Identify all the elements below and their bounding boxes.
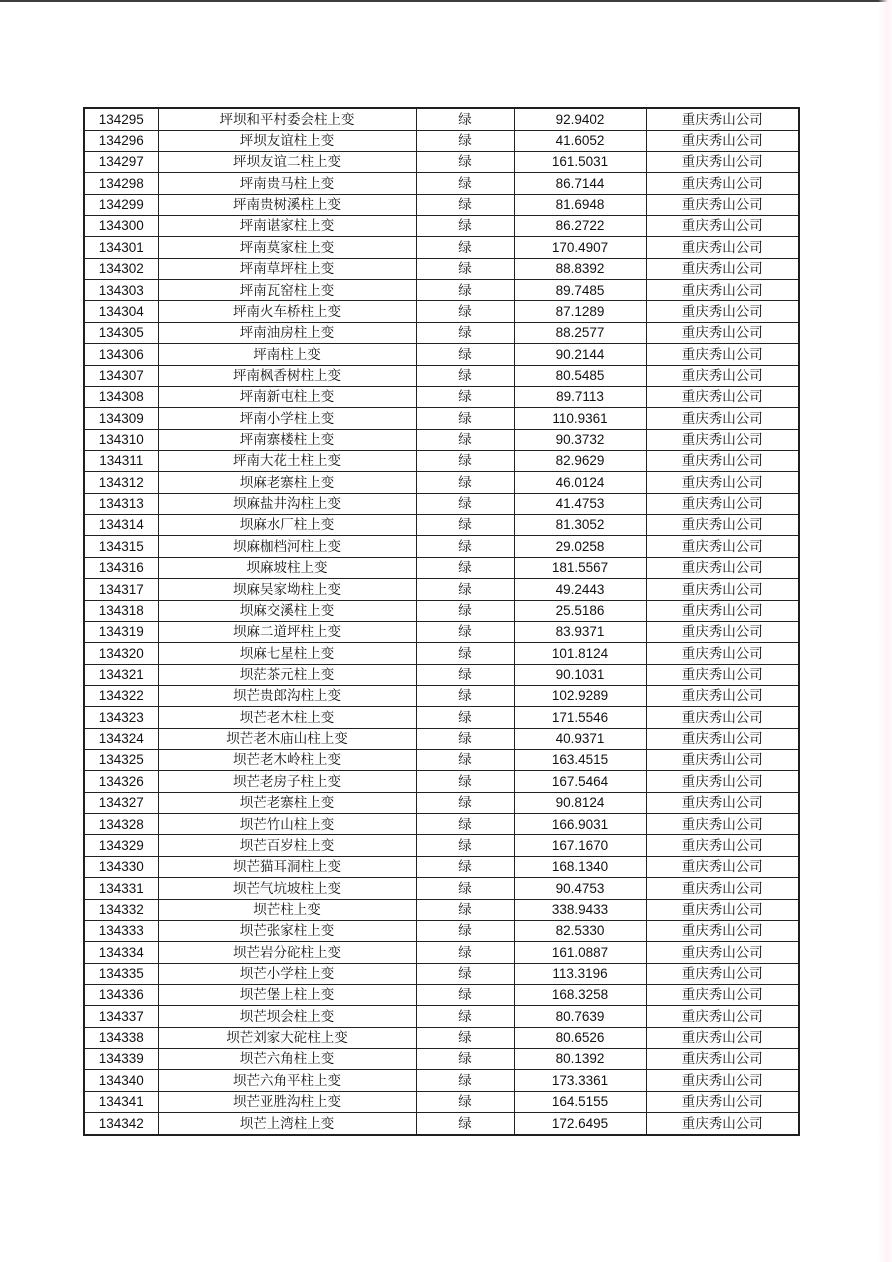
row-status-cell: 绿 — [416, 685, 514, 706]
page-right-edge — [878, 0, 892, 1262]
row-value-cell: 171.5546 — [514, 707, 646, 728]
row-company-cell: 重庆秀山公司 — [646, 643, 799, 664]
row-value-cell: 90.1031 — [514, 664, 646, 685]
row-status-cell: 绿 — [416, 1091, 514, 1112]
row-value-cell: 89.7485 — [514, 280, 646, 301]
row-value-cell: 167.1670 — [514, 835, 646, 856]
table-row — [84, 984, 799, 1005]
table-row — [84, 472, 799, 493]
row-name-cell: 坪南枫香树柱上变 — [158, 365, 416, 386]
table-row — [84, 216, 799, 237]
row-id-cell: 134332 — [84, 899, 158, 920]
row-value-cell: 92.9402 — [514, 108, 646, 130]
row-company-cell: 重庆秀山公司 — [646, 557, 799, 578]
row-value-cell: 40.9371 — [514, 728, 646, 749]
row-value-cell: 41.6052 — [514, 130, 646, 151]
row-value-cell: 90.2144 — [514, 344, 646, 365]
row-value-cell: 41.4753 — [514, 493, 646, 514]
row-company-cell: 重庆秀山公司 — [646, 920, 799, 941]
table-row — [84, 108, 799, 130]
row-value-cell: 80.5485 — [514, 365, 646, 386]
row-id-cell: 134305 — [84, 322, 158, 343]
row-value-cell: 90.4753 — [514, 878, 646, 899]
row-company-cell: 重庆秀山公司 — [646, 728, 799, 749]
row-name-cell: 坪南柱上变 — [158, 344, 416, 365]
row-id-cell: 134342 — [84, 1113, 158, 1135]
table-row — [84, 1049, 799, 1070]
row-status-cell: 绿 — [416, 920, 514, 941]
row-value-cell: 86.7144 — [514, 173, 646, 194]
row-name-cell: 坝芒竹山柱上变 — [158, 814, 416, 835]
row-id-cell: 134325 — [84, 750, 158, 771]
row-company-cell: 重庆秀山公司 — [646, 130, 799, 151]
row-company-cell: 重庆秀山公司 — [646, 963, 799, 984]
row-company-cell: 重庆秀山公司 — [646, 600, 799, 621]
row-id-cell: 134320 — [84, 643, 158, 664]
row-company-cell: 重庆秀山公司 — [646, 1091, 799, 1112]
row-name-cell: 坝麻老寨柱上变 — [158, 472, 416, 493]
row-name-cell: 坝芒张家柱上变 — [158, 920, 416, 941]
row-value-cell: 25.5186 — [514, 600, 646, 621]
row-name-cell: 坝芒气坑坡柱上变 — [158, 878, 416, 899]
row-name-cell: 坝芒六角柱上变 — [158, 1049, 416, 1070]
table-row — [84, 814, 799, 835]
table-row — [84, 301, 799, 322]
row-company-cell: 重庆秀山公司 — [646, 856, 799, 877]
transformer-table — [83, 107, 800, 1136]
row-name-cell: 坪南贵树溪柱上变 — [158, 194, 416, 215]
row-status-cell: 绿 — [416, 536, 514, 557]
table-row — [84, 792, 799, 813]
row-status-cell: 绿 — [416, 835, 514, 856]
row-company-cell: 重庆秀山公司 — [646, 878, 799, 899]
row-value-cell: 29.0258 — [514, 536, 646, 557]
row-company-cell: 重庆秀山公司 — [646, 771, 799, 792]
row-status-cell: 绿 — [416, 130, 514, 151]
table-row — [84, 450, 799, 471]
row-id-cell: 134317 — [84, 579, 158, 600]
row-company-cell: 重庆秀山公司 — [646, 194, 799, 215]
row-company-cell: 重庆秀山公司 — [646, 1113, 799, 1135]
row-id-cell: 134295 — [84, 108, 158, 130]
row-status-cell: 绿 — [416, 280, 514, 301]
row-id-cell: 134321 — [84, 664, 158, 685]
row-name-cell: 坪南油房柱上变 — [158, 322, 416, 343]
row-value-cell: 161.0887 — [514, 942, 646, 963]
row-value-cell: 167.5464 — [514, 771, 646, 792]
row-name-cell: 坝芒上湾柱上变 — [158, 1113, 416, 1135]
row-name-cell: 坝芒老木柱上变 — [158, 707, 416, 728]
row-status-cell: 绿 — [416, 493, 514, 514]
row-name-cell: 坪南莫家柱上变 — [158, 237, 416, 258]
row-company-cell: 重庆秀山公司 — [646, 1027, 799, 1048]
row-status-cell: 绿 — [416, 258, 514, 279]
row-status-cell: 绿 — [416, 579, 514, 600]
row-name-cell: 坪南草坪柱上变 — [158, 258, 416, 279]
row-name-cell: 坝芒小学柱上变 — [158, 963, 416, 984]
row-id-cell: 134335 — [84, 963, 158, 984]
row-name-cell: 坝芒老木岭柱上变 — [158, 750, 416, 771]
table-row — [84, 621, 799, 642]
row-id-cell: 134340 — [84, 1070, 158, 1091]
row-status-cell: 绿 — [416, 472, 514, 493]
row-name-cell: 坝麻交溪柱上变 — [158, 600, 416, 621]
table-row — [84, 579, 799, 600]
row-id-cell: 134333 — [84, 920, 158, 941]
table-row — [84, 493, 799, 514]
row-name-cell: 坪南火车桥柱上变 — [158, 301, 416, 322]
row-name-cell: 坝芒六角平柱上变 — [158, 1070, 416, 1091]
row-name-cell: 坝芒猫耳洞柱上变 — [158, 856, 416, 877]
row-value-cell: 101.8124 — [514, 643, 646, 664]
row-value-cell: 110.9361 — [514, 408, 646, 429]
row-name-cell: 坝芒老房子柱上变 — [158, 771, 416, 792]
row-name-cell: 坝麻坡柱上变 — [158, 557, 416, 578]
row-name-cell: 坝芒柱上变 — [158, 899, 416, 920]
row-name-cell: 坝芒坝会柱上变 — [158, 1006, 416, 1027]
table-row — [84, 237, 799, 258]
row-value-cell: 338.9433 — [514, 899, 646, 920]
row-value-cell: 81.6948 — [514, 194, 646, 215]
row-status-cell: 绿 — [416, 856, 514, 877]
table-row — [84, 194, 799, 215]
table-row — [84, 878, 799, 899]
row-id-cell: 134313 — [84, 493, 158, 514]
row-status-cell: 绿 — [416, 600, 514, 621]
row-status-cell: 绿 — [416, 301, 514, 322]
row-value-cell: 86.2722 — [514, 216, 646, 237]
table-row — [84, 899, 799, 920]
row-value-cell: 173.3361 — [514, 1070, 646, 1091]
row-status-cell: 绿 — [416, 1027, 514, 1048]
row-value-cell: 170.4907 — [514, 237, 646, 258]
row-status-cell: 绿 — [416, 386, 514, 407]
row-name-cell: 坪坝友谊二柱上变 — [158, 151, 416, 172]
table-row — [84, 515, 799, 536]
row-id-cell: 134314 — [84, 515, 158, 536]
row-value-cell: 90.8124 — [514, 792, 646, 813]
row-status-cell: 绿 — [416, 344, 514, 365]
row-id-cell: 134309 — [84, 408, 158, 429]
row-company-cell: 重庆秀山公司 — [646, 664, 799, 685]
row-id-cell: 134310 — [84, 429, 158, 450]
row-company-cell: 重庆秀山公司 — [646, 493, 799, 514]
row-name-cell: 坪南瓦窑柱上变 — [158, 280, 416, 301]
row-id-cell: 134336 — [84, 984, 158, 1005]
table-row — [84, 365, 799, 386]
table-row — [84, 835, 799, 856]
row-value-cell: 81.3052 — [514, 515, 646, 536]
row-name-cell: 坝麻七星柱上变 — [158, 643, 416, 664]
row-name-cell: 坝麻二道坪柱上变 — [158, 621, 416, 642]
row-id-cell: 134334 — [84, 942, 158, 963]
table-row — [84, 1091, 799, 1112]
row-id-cell: 134311 — [84, 450, 158, 471]
row-id-cell: 134304 — [84, 301, 158, 322]
table-row — [84, 920, 799, 941]
window-top-edge — [0, 0, 892, 2]
row-name-cell: 坝麻水厂柱上变 — [158, 515, 416, 536]
table-row — [84, 707, 799, 728]
row-company-cell: 重庆秀山公司 — [646, 173, 799, 194]
row-id-cell: 134322 — [84, 685, 158, 706]
row-id-cell: 134315 — [84, 536, 158, 557]
row-id-cell: 134323 — [84, 707, 158, 728]
row-status-cell: 绿 — [416, 173, 514, 194]
row-status-cell: 绿 — [416, 237, 514, 258]
row-id-cell: 134297 — [84, 151, 158, 172]
row-status-cell: 绿 — [416, 365, 514, 386]
row-status-cell: 绿 — [416, 216, 514, 237]
table-row — [84, 429, 799, 450]
row-company-cell: 重庆秀山公司 — [646, 942, 799, 963]
row-company-cell: 重庆秀山公司 — [646, 108, 799, 130]
table-row — [84, 557, 799, 578]
row-company-cell: 重庆秀山公司 — [646, 429, 799, 450]
row-status-cell: 绿 — [416, 878, 514, 899]
row-status-cell: 绿 — [416, 429, 514, 450]
row-company-cell: 重庆秀山公司 — [646, 365, 799, 386]
row-company-cell: 重庆秀山公司 — [646, 472, 799, 493]
row-value-cell: 172.6495 — [514, 1113, 646, 1135]
row-id-cell: 134318 — [84, 600, 158, 621]
row-value-cell: 87.1289 — [514, 301, 646, 322]
row-company-cell: 重庆秀山公司 — [646, 899, 799, 920]
row-name-cell: 坪南大花土柱上变 — [158, 450, 416, 471]
row-company-cell: 重庆秀山公司 — [646, 408, 799, 429]
row-name-cell: 坝芒刘家大砣柱上变 — [158, 1027, 416, 1048]
row-id-cell: 134324 — [84, 728, 158, 749]
row-value-cell: 46.0124 — [514, 472, 646, 493]
row-name-cell: 坝芒岩分砣柱上变 — [158, 942, 416, 963]
row-company-cell: 重庆秀山公司 — [646, 536, 799, 557]
row-status-cell: 绿 — [416, 1049, 514, 1070]
row-company-cell: 重庆秀山公司 — [646, 750, 799, 771]
row-value-cell: 80.1392 — [514, 1049, 646, 1070]
row-value-cell: 168.3258 — [514, 984, 646, 1005]
table-row — [84, 600, 799, 621]
row-company-cell: 重庆秀山公司 — [646, 792, 799, 813]
row-status-cell: 绿 — [416, 750, 514, 771]
row-name-cell: 坪坝和平村委会柱上变 — [158, 108, 416, 130]
row-status-cell: 绿 — [416, 408, 514, 429]
row-company-cell: 重庆秀山公司 — [646, 814, 799, 835]
row-id-cell: 134301 — [84, 237, 158, 258]
row-name-cell: 坝芒老木庙山柱上变 — [158, 728, 416, 749]
row-id-cell: 134302 — [84, 258, 158, 279]
row-company-cell: 重庆秀山公司 — [646, 151, 799, 172]
table-row — [84, 280, 799, 301]
row-id-cell: 134328 — [84, 814, 158, 835]
row-value-cell: 166.9031 — [514, 814, 646, 835]
row-status-cell: 绿 — [416, 984, 514, 1005]
row-company-cell: 重庆秀山公司 — [646, 1049, 799, 1070]
table-row — [84, 408, 799, 429]
row-id-cell: 134296 — [84, 130, 158, 151]
table-row — [84, 856, 799, 877]
row-company-cell: 重庆秀山公司 — [646, 685, 799, 706]
row-value-cell: 168.1340 — [514, 856, 646, 877]
row-value-cell: 113.3196 — [514, 963, 646, 984]
table-row — [84, 344, 799, 365]
row-company-cell: 重庆秀山公司 — [646, 515, 799, 536]
table-row — [84, 173, 799, 194]
table-row — [84, 386, 799, 407]
row-name-cell: 坪南谌家柱上变 — [158, 216, 416, 237]
row-name-cell: 坝茫茶元柱上变 — [158, 664, 416, 685]
row-id-cell: 134326 — [84, 771, 158, 792]
table-row — [84, 728, 799, 749]
table-row — [84, 1070, 799, 1091]
row-company-cell: 重庆秀山公司 — [646, 344, 799, 365]
row-value-cell: 82.9629 — [514, 450, 646, 471]
row-value-cell: 89.7113 — [514, 386, 646, 407]
table-row — [84, 643, 799, 664]
row-value-cell: 80.6526 — [514, 1027, 646, 1048]
table-row — [84, 322, 799, 343]
row-name-cell: 坪南新屯柱上变 — [158, 386, 416, 407]
table-row — [84, 1006, 799, 1027]
row-status-cell: 绿 — [416, 621, 514, 642]
row-value-cell: 181.5567 — [514, 557, 646, 578]
row-status-cell: 绿 — [416, 899, 514, 920]
row-name-cell: 坝麻枷档河柱上变 — [158, 536, 416, 557]
row-id-cell: 134312 — [84, 472, 158, 493]
row-status-cell: 绿 — [416, 792, 514, 813]
table-row — [84, 151, 799, 172]
table-row — [84, 130, 799, 151]
table-row — [84, 771, 799, 792]
row-status-cell: 绿 — [416, 108, 514, 130]
table-row — [84, 664, 799, 685]
row-value-cell: 102.9289 — [514, 685, 646, 706]
row-value-cell: 80.7639 — [514, 1006, 646, 1027]
row-company-cell: 重庆秀山公司 — [646, 322, 799, 343]
row-name-cell: 坝芒堡上柱上变 — [158, 984, 416, 1005]
table-row — [84, 1113, 799, 1135]
row-company-cell: 重庆秀山公司 — [646, 280, 799, 301]
row-value-cell: 164.5155 — [514, 1091, 646, 1112]
row-value-cell: 163.4515 — [514, 750, 646, 771]
table-row — [84, 258, 799, 279]
row-id-cell: 134327 — [84, 792, 158, 813]
row-status-cell: 绿 — [416, 664, 514, 685]
row-value-cell: 82.5330 — [514, 920, 646, 941]
row-status-cell: 绿 — [416, 643, 514, 664]
row-status-cell: 绿 — [416, 1006, 514, 1027]
row-value-cell: 88.8392 — [514, 258, 646, 279]
row-company-cell: 重庆秀山公司 — [646, 1006, 799, 1027]
row-status-cell: 绿 — [416, 707, 514, 728]
row-company-cell: 重庆秀山公司 — [646, 301, 799, 322]
row-status-cell: 绿 — [416, 963, 514, 984]
row-status-cell: 绿 — [416, 557, 514, 578]
row-name-cell: 坝芒贵郎沟柱上变 — [158, 685, 416, 706]
row-value-cell: 88.2577 — [514, 322, 646, 343]
row-id-cell: 134329 — [84, 835, 158, 856]
row-id-cell: 134330 — [84, 856, 158, 877]
row-id-cell: 134306 — [84, 344, 158, 365]
row-id-cell: 134341 — [84, 1091, 158, 1112]
row-status-cell: 绿 — [416, 814, 514, 835]
row-value-cell: 161.5031 — [514, 151, 646, 172]
row-company-cell: 重庆秀山公司 — [646, 984, 799, 1005]
row-name-cell: 坝麻吴家坳柱上变 — [158, 579, 416, 600]
row-name-cell: 坝麻盐井沟柱上变 — [158, 493, 416, 514]
table-row — [84, 963, 799, 984]
row-value-cell: 90.3732 — [514, 429, 646, 450]
row-company-cell: 重庆秀山公司 — [646, 835, 799, 856]
row-name-cell: 坪坝友谊柱上变 — [158, 130, 416, 151]
row-status-cell: 绿 — [416, 151, 514, 172]
row-id-cell: 134319 — [84, 621, 158, 642]
row-id-cell: 134339 — [84, 1049, 158, 1070]
row-id-cell: 134338 — [84, 1027, 158, 1048]
row-name-cell: 坝芒百岁柱上变 — [158, 835, 416, 856]
table-row — [84, 942, 799, 963]
row-company-cell: 重庆秀山公司 — [646, 450, 799, 471]
row-status-cell: 绿 — [416, 942, 514, 963]
table-row — [84, 1027, 799, 1048]
row-company-cell: 重庆秀山公司 — [646, 579, 799, 600]
row-name-cell: 坪南寨楼柱上变 — [158, 429, 416, 450]
table-row — [84, 685, 799, 706]
table-body — [84, 108, 799, 1135]
row-company-cell: 重庆秀山公司 — [646, 621, 799, 642]
row-value-cell: 83.9371 — [514, 621, 646, 642]
row-name-cell: 坝芒亚胜沟柱上变 — [158, 1091, 416, 1112]
row-company-cell: 重庆秀山公司 — [646, 707, 799, 728]
table-row — [84, 536, 799, 557]
row-id-cell: 134307 — [84, 365, 158, 386]
row-status-cell: 绿 — [416, 1070, 514, 1091]
row-id-cell: 134316 — [84, 557, 158, 578]
row-status-cell: 绿 — [416, 322, 514, 343]
row-id-cell: 134337 — [84, 1006, 158, 1027]
row-id-cell: 134299 — [84, 194, 158, 215]
row-status-cell: 绿 — [416, 728, 514, 749]
row-value-cell: 49.2443 — [514, 579, 646, 600]
row-name-cell: 坪南小学柱上变 — [158, 408, 416, 429]
row-status-cell: 绿 — [416, 515, 514, 536]
row-status-cell: 绿 — [416, 1113, 514, 1135]
row-status-cell: 绿 — [416, 771, 514, 792]
row-id-cell: 134331 — [84, 878, 158, 899]
row-id-cell: 134303 — [84, 280, 158, 301]
row-company-cell: 重庆秀山公司 — [646, 216, 799, 237]
row-company-cell: 重庆秀山公司 — [646, 258, 799, 279]
row-id-cell: 134300 — [84, 216, 158, 237]
row-status-cell: 绿 — [416, 194, 514, 215]
row-name-cell: 坪南贵马柱上变 — [158, 173, 416, 194]
row-id-cell: 134308 — [84, 386, 158, 407]
row-status-cell: 绿 — [416, 450, 514, 471]
row-id-cell: 134298 — [84, 173, 158, 194]
row-name-cell: 坝芒老寨柱上变 — [158, 792, 416, 813]
row-company-cell: 重庆秀山公司 — [646, 1070, 799, 1091]
row-company-cell: 重庆秀山公司 — [646, 237, 799, 258]
table-row — [84, 750, 799, 771]
row-company-cell: 重庆秀山公司 — [646, 386, 799, 407]
